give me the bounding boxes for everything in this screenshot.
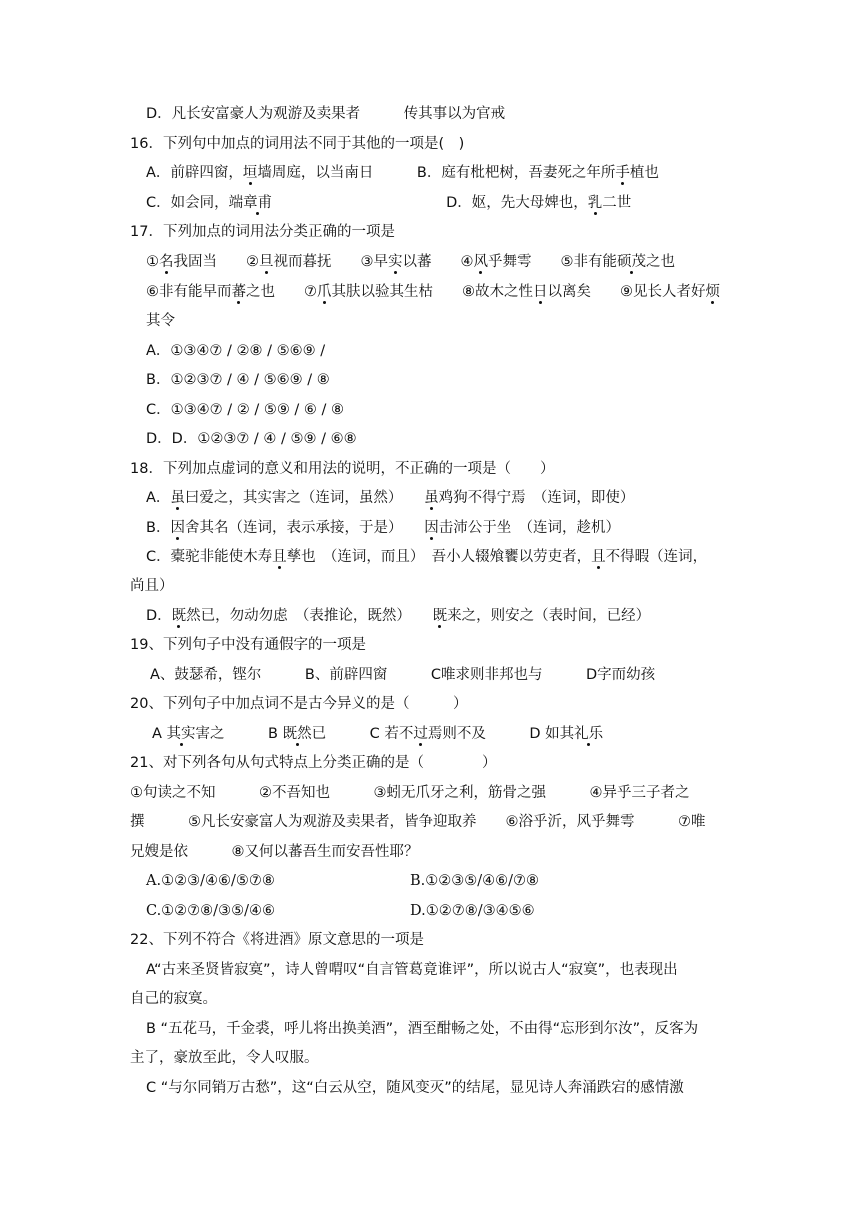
- option-d-line: D．凡长安富豪人为观游及卖果者 传其事以为官戒: [146, 106, 506, 122]
- dotted-word: 既: [432, 608, 448, 624]
- dotted-word: 既: [171, 608, 187, 624]
- dotted-word: 名: [159, 254, 174, 270]
- q16-options-cd: C．如会同，端章甫 D．妪，先大母婢也，乳二世: [146, 195, 632, 211]
- q22-option-c: C “与尔同销万古愁”，这“白云从空，随风变灭”的结尾，显见诗人奔涌跌宕的感情激: [146, 1080, 684, 1096]
- q17-option-c: C．①③④⑦ / ② / ⑤⑨ / ⑥ / ⑧: [146, 402, 345, 418]
- q21-items-row2: 撰 ⑤凡长安豪富人为观游及卖果者，皆争迎取养 ⑥浴乎沂，风乎舞雩 ⑦唯: [130, 814, 706, 830]
- dotted-word: 礼乐: [574, 726, 604, 742]
- dotted-word: 硕茂: [617, 254, 646, 270]
- dotted-word: 虽: [170, 490, 185, 506]
- q17-option-b: B．①②③⑦ / ④ / ⑤⑥⑨ / ⑧: [146, 372, 330, 388]
- dotted-word: 日: [533, 284, 548, 300]
- dotted-word: 既然: [282, 726, 312, 742]
- q21-option-c: C.①②⑦⑧/③⑤/④⑥: [146, 903, 275, 919]
- q16-options-ab: A．前辟四窗，垣墙周庭，以当南日 B．庭有枇杷树，吾妻死之年所手植也: [146, 165, 659, 181]
- q20-options: A 其实害之 B 既然已 C 若不过焉则不及 D 如其礼乐: [152, 726, 604, 742]
- q19-options: A、鼓瑟希，铿尔 B、前辟四窗 C唯求则非邦也与 D字而幼孩: [150, 667, 656, 683]
- dotted-word: 其实: [166, 726, 196, 742]
- dotted-word: 爪: [317, 284, 332, 300]
- q21-items-row1: ①句读之不知 ②不吾知也 ③蚓无爪牙之利，筋骨之强 ④异乎三子者之: [130, 785, 690, 801]
- q18-option-d: D．既然已，勿动勿虑 （表推论，既然） 既来之，则安之（表时间，已经）: [146, 608, 651, 624]
- q17-option-d: D．D．①②③⑦ / ④ / ⑤⑨ / ⑥⑧: [146, 431, 357, 447]
- q17-items-row1: ①名我固当 ②旦视而暮抚 ③早实以蕃 ④风乎舞雩 ⑤非有能硕茂之也: [146, 254, 675, 270]
- q22-option-b: B “五花马，千金裘，呼儿将出换美酒”，酒至酣畅之处，不由得“忘形到尔汝”，反客为: [146, 1021, 699, 1037]
- q17-items-row2: ⑥非有能早而蕃之也 ⑦爪其肤以验其生枯 ⑧故木之性日以离矣 ⑨见长人者好烦: [146, 284, 720, 300]
- dotted-word: 实: [388, 254, 403, 270]
- dotted-word: 且: [591, 549, 606, 565]
- q21-items-row3: 兄嫂是依 ⑧又何以蕃吾生而安吾性耶？: [130, 844, 419, 860]
- question-21: 21、对下列各句从句式特点上分类正确的是（ ）: [130, 755, 497, 771]
- question-22: 22、下列不符合《将进酒》原文意思的一项是: [130, 932, 424, 948]
- q22-option-b-cont: 主了，豪放至此，令人叹服。: [130, 1050, 319, 1066]
- q18-option-a: A．虽曰爱之，其实害之（连词，虽然） 虽鸡狗不得宁焉 （连词，即使）: [146, 490, 635, 506]
- q17-items-row3: 其令: [146, 313, 175, 329]
- dotted-word: 因: [424, 520, 439, 536]
- question-17: 17．下列加点的词用法分类正确的一项是: [130, 224, 395, 240]
- dotted-word: 手: [615, 165, 630, 181]
- question-20: 20、下列句子中加点词不是古今异义的是（ ）: [130, 696, 468, 712]
- dotted-word: 垣: [242, 165, 258, 181]
- dotted-word: 烦: [705, 284, 720, 300]
- dotted-word: 过: [413, 726, 428, 742]
- q22-option-a-cont: 自己的寂寞。: [130, 991, 217, 1007]
- q21-option-b: B.①②③⑤/④⑥/⑦⑧: [410, 873, 540, 889]
- dotted-word: 虽: [424, 490, 439, 506]
- q17-option-a: A．①③④⑦ / ②⑧ / ⑤⑥⑨ /: [146, 343, 326, 359]
- q18-option-c-cont: 尚且）: [130, 578, 174, 594]
- q18-option-b: B．因舍其名（连词，表示承接，于是） 因击沛公于坐 （连词，趁机）: [146, 520, 620, 536]
- dotted-word: 因: [170, 520, 185, 536]
- dotted-word: 章甫: [243, 195, 273, 211]
- q22-option-a: A“古来圣贤皆寂寞”，诗人曾喟叹“自言管葛竟谁评”，所以说古人“寂寞”，也表现出: [146, 962, 678, 978]
- q21-option-a: A.①②③/④⑥/⑤⑦⑧: [146, 873, 275, 889]
- question-18: 18．下列加点虚词的意义和用法的说明，不正确的一项是（ ）: [130, 461, 555, 477]
- dotted-word: 乳: [587, 195, 603, 211]
- q18-option-c: C．橐驼非能使木寿且孳也 （连词，而且） 吾小人辍飧饔以劳吏者，且不得暇（连词，: [146, 549, 708, 565]
- dotted-word: 旦: [259, 254, 274, 270]
- dotted-word: 蕃: [231, 284, 246, 300]
- q21-option-d: D.①②⑦⑧/③④⑤⑥: [410, 903, 535, 919]
- dotted-word: 风: [473, 254, 488, 270]
- dotted-word: 且: [272, 549, 287, 565]
- question-19: 19、下列句子中没有通假字的一项是: [130, 637, 366, 653]
- question-16: 16．下列句中加点的词用法不同于其他的一项是( ): [130, 136, 465, 152]
